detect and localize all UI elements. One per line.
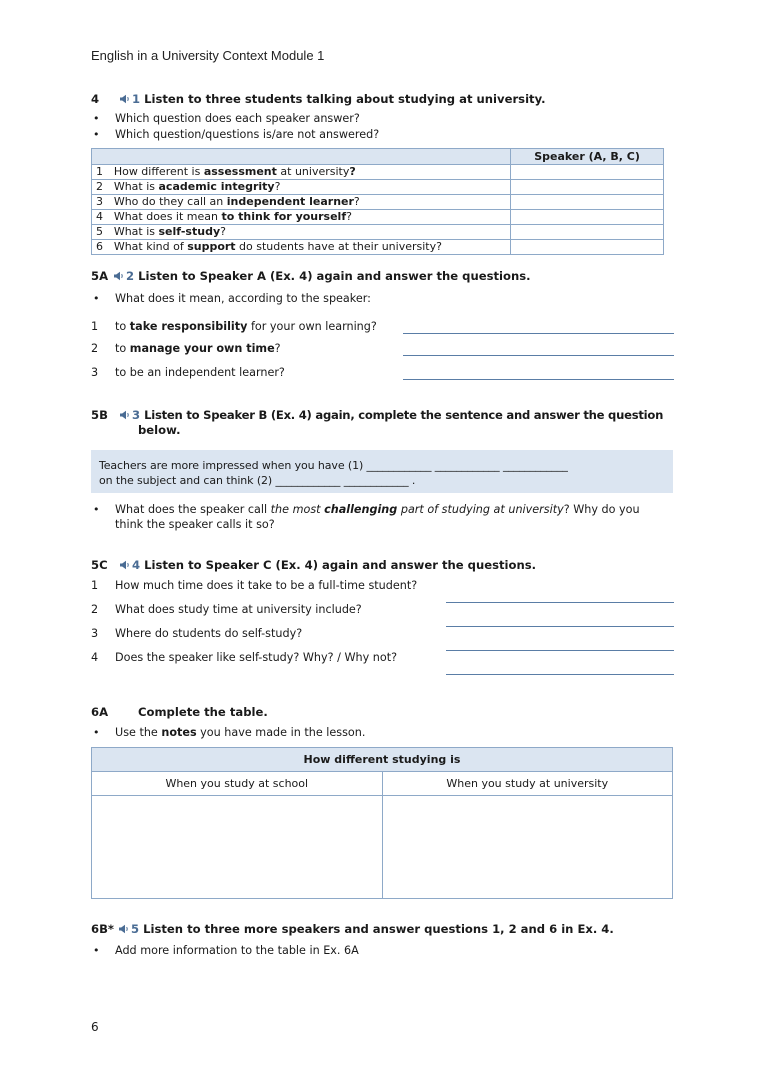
table-row: 5 What is self-study? (92, 225, 664, 240)
answer-cell[interactable] (511, 225, 664, 240)
ex6b-bullet: Add more information to the table in Ex. 6A (115, 944, 359, 957)
ex4-bullet-2: Which question/questions is/are not answered? (115, 128, 380, 141)
ex5a-item-3: to be an independent learner? (115, 366, 285, 379)
column-header-school: When you study at school (92, 772, 383, 796)
answer-line[interactable] (446, 602, 674, 603)
answer-line[interactable] (403, 379, 674, 380)
ex5c-item-number: 4 (91, 651, 99, 664)
ex6b-heading: 6B* 5 Listen to three more speakers and answer questions 1, 2 and 6 in Ex. 4. (91, 922, 614, 936)
table-row: 4 What does it mean to think for yourself? (92, 210, 664, 225)
table-header-row (92, 149, 664, 165)
answer-line[interactable] (403, 355, 674, 356)
audio-track-number: 4 (132, 558, 141, 572)
ex5a-bullet: What does it mean, according to the speaker: (115, 292, 371, 305)
answer-cell[interactable] (511, 165, 664, 180)
ex5a-item-number: 1 (91, 320, 99, 333)
table-row: 2 What is academic integrity? (92, 180, 664, 195)
ex5b-sentence-box (91, 450, 673, 493)
ex5a-item-number: 2 (91, 342, 99, 355)
table-row: 3 Who do they call an independent learner? (92, 195, 664, 210)
audio-speaker-icon (113, 269, 126, 283)
table-header-row (92, 772, 673, 796)
ex5c-item-number: 2 (91, 603, 99, 616)
ex5a-heading: 5A 2 Listen to Speaker A (Ex. 4) again and answer the questions. (91, 269, 531, 283)
audio-track-number: 2 (126, 269, 135, 283)
ex4-instruction: Listen to three students talking about studying at university. (144, 92, 546, 106)
answer-cell-school[interactable] (92, 796, 383, 899)
audio-track-number: 1 (132, 92, 141, 106)
ex6a-instruction: Complete the table. (138, 705, 268, 719)
answer-line[interactable] (403, 333, 674, 334)
audio-track-number: 3 (132, 408, 141, 422)
ex5a-item-1: to take responsibility for your own learning? (115, 320, 377, 333)
table-row (92, 796, 673, 899)
answer-cell[interactable] (511, 180, 664, 195)
ex5c-item-2: What does study time at university include? (115, 603, 362, 616)
ex5c-item-number: 1 (91, 579, 99, 592)
ex5b-sentence-line-2[interactable]: on the subject and can think (2) ____________ ____________ . (99, 474, 416, 487)
column-header-university: When you study at university (382, 772, 673, 796)
ex5c-heading: 5C 4 Listen to Speaker C (Ex. 4) again and answer the questions. (91, 558, 537, 572)
ex5b-question-cont: think the speaker calls it so? (115, 518, 275, 531)
page-number: 6 (91, 1020, 99, 1034)
bullet-icon: • (93, 503, 100, 516)
audio-speaker-icon (118, 922, 131, 936)
speaker-column-header: Speaker (A, B, C) (511, 149, 664, 165)
ex5b-question: What does the speaker call the most challenging part of studying at university? Why do you (115, 503, 640, 516)
ex5a-item-number: 3 (91, 366, 99, 379)
answer-cell[interactable] (511, 240, 664, 255)
ex4-bullet-1: Which question does each speaker answer? (115, 112, 360, 125)
audio-speaker-icon (119, 92, 132, 106)
bullet-icon: • (93, 128, 100, 141)
ex5c-item-number: 3 (91, 627, 99, 640)
audio-speaker-icon (119, 558, 132, 572)
ex5c-item-1: How much time does it take to be a full-time student? (115, 579, 418, 592)
table-title-row (92, 748, 673, 772)
ex5a-item-2: to manage your own time? (115, 342, 281, 355)
bullet-icon: • (93, 112, 100, 125)
audio-speaker-icon (119, 408, 132, 422)
bullet-icon: • (93, 726, 100, 739)
ex6b-instruction: Listen to three more speakers and answer questions 1, 2 and 6 in Ex. 4. (143, 922, 614, 936)
ex6a-bullet: Use the notes you have made in the lesson. (115, 726, 366, 739)
ex5c-item-3: Where do students do self-study? (115, 627, 303, 640)
ex5b-instruction: Listen to Speaker B (Ex. 4) again, complete the sentence and answer the question (144, 408, 664, 422)
table-row: 6 What kind of support do students have at their university? (92, 240, 664, 255)
answer-cell-university[interactable] (382, 796, 673, 899)
answer-cell[interactable] (511, 195, 664, 210)
ex6a-heading: 6A Complete the table. (91, 705, 268, 719)
page-header: English in a University Context Module 1 (91, 48, 325, 63)
ex4-question-table (91, 148, 664, 255)
ex5b-heading: 5B 3 Listen to Speaker B (Ex. 4) again, complete the sentence and answer the question (91, 408, 664, 422)
bullet-icon: • (93, 944, 100, 957)
answer-line[interactable] (446, 650, 674, 651)
table-title: How different studying is (92, 748, 673, 772)
ex5b-sentence-line-1[interactable]: Teachers are more impressed when you have (1) ____________ ____________ ____________ (99, 459, 568, 472)
table-row: 1 How different is assessment at university? (92, 165, 664, 180)
ex5c-item-4: Does the speaker like self-study? Why? / Why not? (115, 651, 398, 664)
answer-line[interactable] (446, 626, 674, 627)
ex6a-comparison-table (91, 747, 673, 899)
ex4-heading: 4 1 Listen to three students talking about studying at university. (91, 92, 546, 106)
answer-line[interactable] (446, 674, 674, 675)
bullet-icon: • (93, 292, 100, 305)
answer-cell[interactable] (511, 210, 664, 225)
audio-track-number: 5 (131, 922, 140, 936)
ex5a-instruction: Listen to Speaker A (Ex. 4) again and answer the questions. (138, 269, 531, 283)
ex5b-instruction-cont: below. (138, 423, 181, 437)
ex5c-instruction: Listen to Speaker C (Ex. 4) again and answer the questions. (144, 558, 537, 572)
